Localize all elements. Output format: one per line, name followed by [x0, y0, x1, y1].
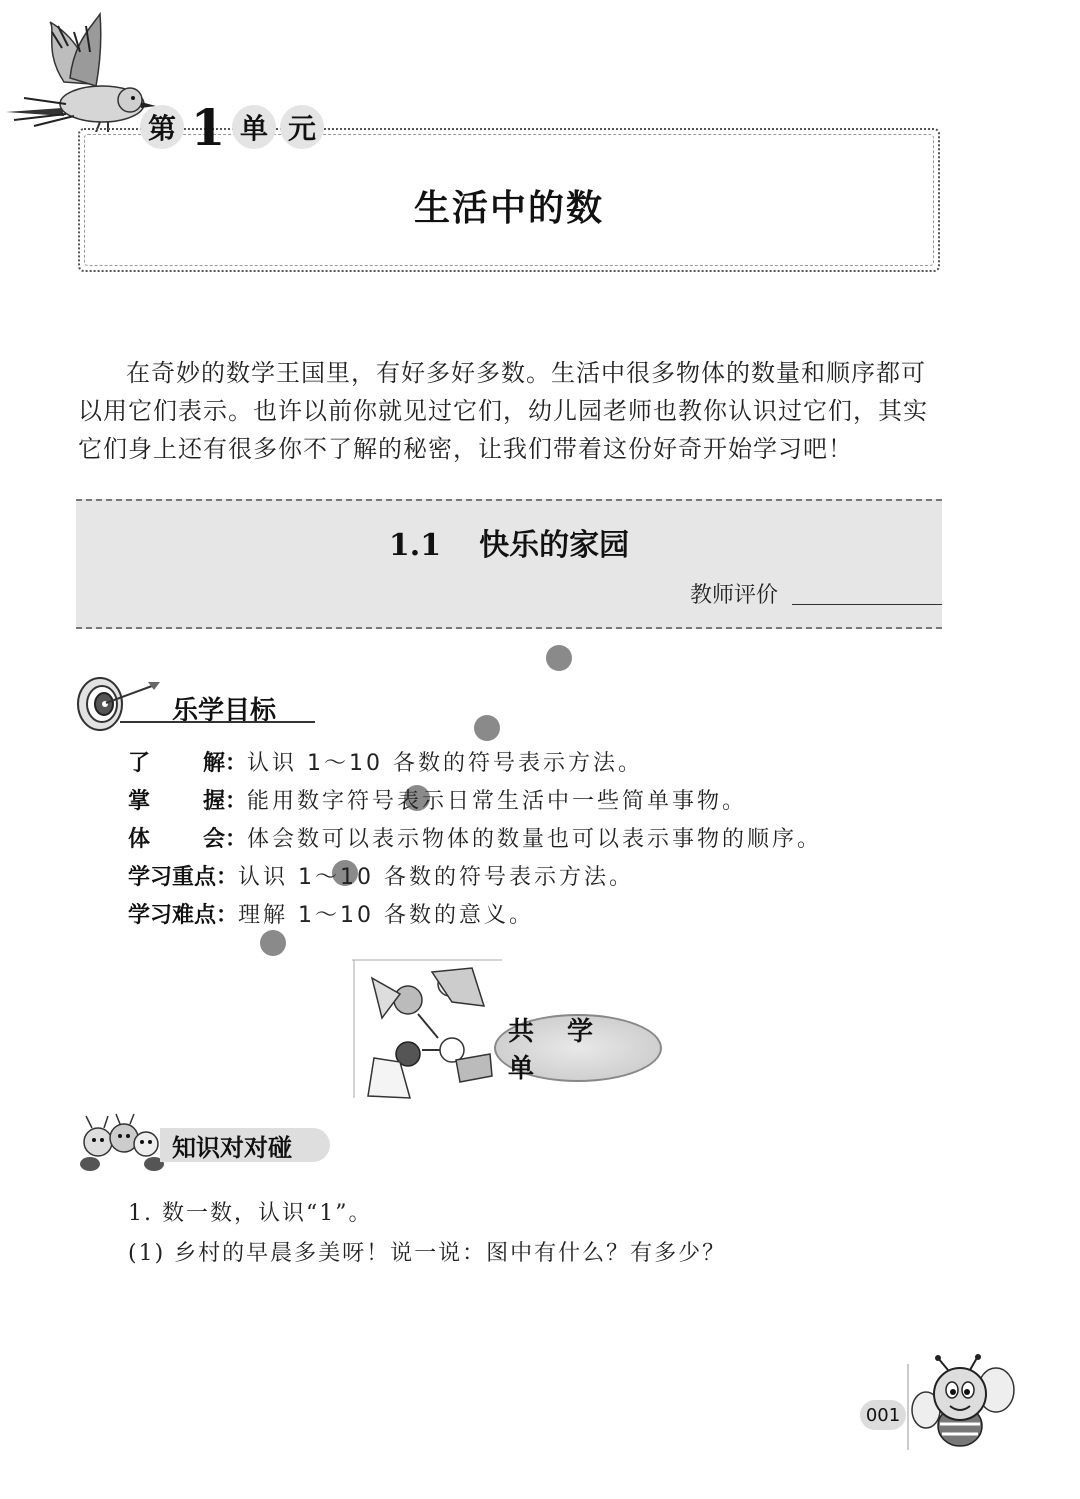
objective-text: 体会数可以表示物体的数量也可以表示事物的顺序。 [247, 827, 823, 852]
objective-key: 体 会 [128, 827, 225, 852]
objective-text: 能用数字符号表示日常生活中一些简单事物。 [247, 789, 748, 814]
bugs-icon [76, 1112, 166, 1176]
colearn-badge [494, 1014, 662, 1082]
objective-text: 认识 1～10 各数的符号表示方法。 [247, 751, 643, 776]
page-number: 001 [860, 1400, 906, 1430]
lesson-band [76, 499, 942, 629]
colearn-label: 共 学 单 [508, 1017, 606, 1084]
objective-text: 认识 1～10 各数的符号表示方法。 [238, 865, 635, 890]
unit-suffix-2: 元 [280, 105, 324, 149]
punch-dot [474, 715, 500, 741]
objective-row: 学习难点 ： 理解 1～10 各数的意义。 [128, 898, 534, 929]
objectives-heading: 乐学目标 [172, 696, 277, 726]
objective-key: 掌 握 [128, 789, 225, 814]
objective-key: 了 解 [128, 751, 225, 776]
objective-key: 学习难点 [128, 903, 217, 928]
lesson-title [76, 520, 942, 564]
unit-prefix: 第 [140, 105, 184, 149]
unit-title: 生活中的数 [413, 188, 604, 229]
objective-key: 学习重点 [128, 865, 217, 890]
teacher-eval-field[interactable] [792, 604, 942, 605]
unit-number: 1 [190, 97, 226, 157]
question-line: 1. 数一数，认识“1”。 [128, 1201, 373, 1226]
intro-paragraph [78, 354, 944, 468]
punch-dot [260, 930, 286, 956]
target-icon [74, 676, 164, 732]
bee-icon [904, 1354, 1016, 1454]
punch-dot [546, 645, 572, 671]
teacher-eval-label: 教师评价 [690, 583, 779, 608]
knowledge-heading: 知识对对碰 [172, 1134, 292, 1162]
objective-row: 了 解 ： 认识 1～10 各数的符号表示方法。 [128, 746, 643, 777]
lesson-name: 快乐的家园 [479, 528, 630, 563]
objective-text: 理解 1～10 各数的意义。 [238, 903, 535, 928]
objectives-underline [120, 721, 315, 723]
unit-badge [140, 97, 324, 157]
children-icon [352, 958, 502, 1108]
objective-row: 掌 握 ： 能用数字符号表示日常生活中一些简单事物。 [128, 784, 747, 815]
unit-suffix-1: 单 [232, 105, 276, 149]
lesson-number: 1.1 [388, 528, 442, 563]
objective-row: 学习重点 ： 认识 1～10 各数的符号表示方法。 [128, 860, 634, 891]
objective-row: 体 会 ： 体会数可以表示物体的数量也可以表示事物的顺序。 [128, 822, 822, 853]
intro-text: 在奇妙的数学王国里，有好多好多数。生活中很多物体的数量和顺序都可以用它们表示。也许以前你就见过它们，幼儿园老师也教你认识过它们，其实它们身上还有很多你不了解的秘密，让我们带着这份好奇开始学习吧！ [78, 359, 928, 463]
question-line: (1) 乡村的早晨多美呀！说一说：图中有什么？有多少？ [128, 1241, 727, 1266]
